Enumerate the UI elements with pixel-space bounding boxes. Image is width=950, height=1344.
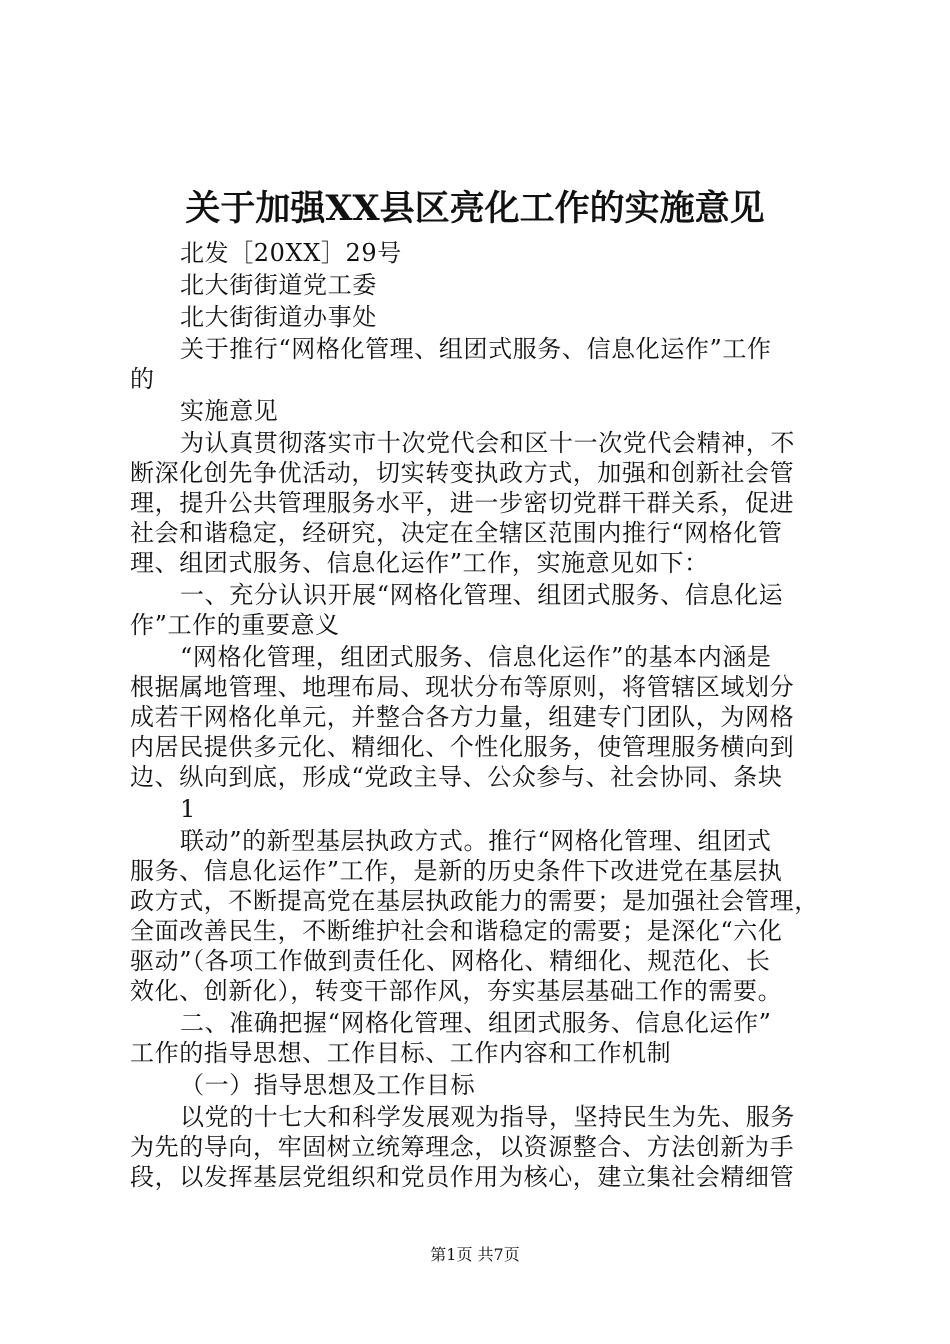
paragraph-line: 服务、信息化运作”工作，是新的历史条件下改进党在基层执: [130, 857, 783, 885]
issuer-line-2: 北大街街道办事处: [180, 303, 377, 331]
paragraph-line: 以党的十七大和科学发展观为指导，坚持民生为先、服务: [180, 1103, 795, 1131]
inline-page-number: 1: [180, 795, 196, 823]
page-footer: 第1页 共7页: [430, 1245, 520, 1264]
paragraph-line: 理、组团式服务、信息化运作”工作，实施意见如下：: [130, 549, 709, 577]
paragraph-line: 内居民提供多元化、精细化、个性化服务，使管理服务横向到: [130, 733, 795, 761]
paragraph-line: 为认真贯彻落实市十次党代会和区十一次党代会精神，不: [180, 429, 795, 457]
paragraph-line: 驱动”（各项工作做到责任化、网格化、精细化、规范化、长: [130, 947, 771, 975]
paragraph-line: “网格化管理，组团式服务、信息化运作”的基本内涵是: [180, 643, 772, 671]
issuer-line-1: 北大街街道党工委: [180, 271, 377, 299]
paragraph-line: 全面改善民生，不断维护社会和谐稳定的需要；是深化“六化: [130, 917, 783, 945]
doc-number-line: 北发［20XX］29号: [180, 239, 402, 267]
paragraph-line: 边、纵向到底，形成“党政主导、公众参与、社会协同、条块: [130, 763, 783, 791]
section-heading-line: 二、准确把握“网格化管理、组团式服务、信息化运作”: [180, 1009, 772, 1037]
subtitle-line: 关于推行“网格化管理、组团式服务、信息化运作”工作: [180, 335, 772, 363]
section-heading-line: 作”工作的重要意义: [130, 611, 340, 639]
section-heading-line: 工作的指导思想、工作目标、工作内容和工作机制: [130, 1039, 672, 1067]
section-heading-line: 一、充分认识开展“网格化管理、组团式服务、信息化运: [180, 581, 784, 609]
subsection-heading: （一）指导思想及工作目标: [180, 1071, 476, 1099]
paragraph-line: 成若干网格化单元，并整合各方力量，组建专门团队，为网格: [130, 703, 795, 731]
paragraph-line: 理，提升公共管理服务水平，进一步密切党群干群关系，促进: [130, 489, 795, 517]
paragraph-line: 政方式，不断提高党在基层执政能力的需要；是加强社会管理，: [130, 887, 819, 915]
paragraph-line: 效化、创新化），转变干部作风，夯实基层基础工作的需要。: [130, 977, 783, 1005]
document-title: 关于加强XX县区亮化工作的实施意见: [185, 188, 765, 229]
paragraph-line: 根据属地管理、地理布局、现状分布等原则，将管辖区域划分: [130, 673, 795, 701]
subtitle-line-cont: 的: [130, 365, 155, 393]
paragraph-line: 联动”的新型基层执政方式。推行“网格化管理、组团式: [180, 827, 772, 855]
paragraph-line: 段，以发挥基层党组织和党员作用为核心，建立集社会精细管: [130, 1163, 795, 1191]
paragraph-line: 为先的导向，牢固树立统筹理念，以资源整合、方法创新为手: [130, 1133, 795, 1161]
subtitle-line-2: 实施意见: [180, 397, 279, 425]
paragraph-line: 断深化创先争优活动，切实转变执政方式，加强和创新社会管: [130, 459, 795, 487]
paragraph-line: 社会和谐稳定，经研究，决定在全辖区范围内推行“网格化管: [130, 519, 783, 547]
